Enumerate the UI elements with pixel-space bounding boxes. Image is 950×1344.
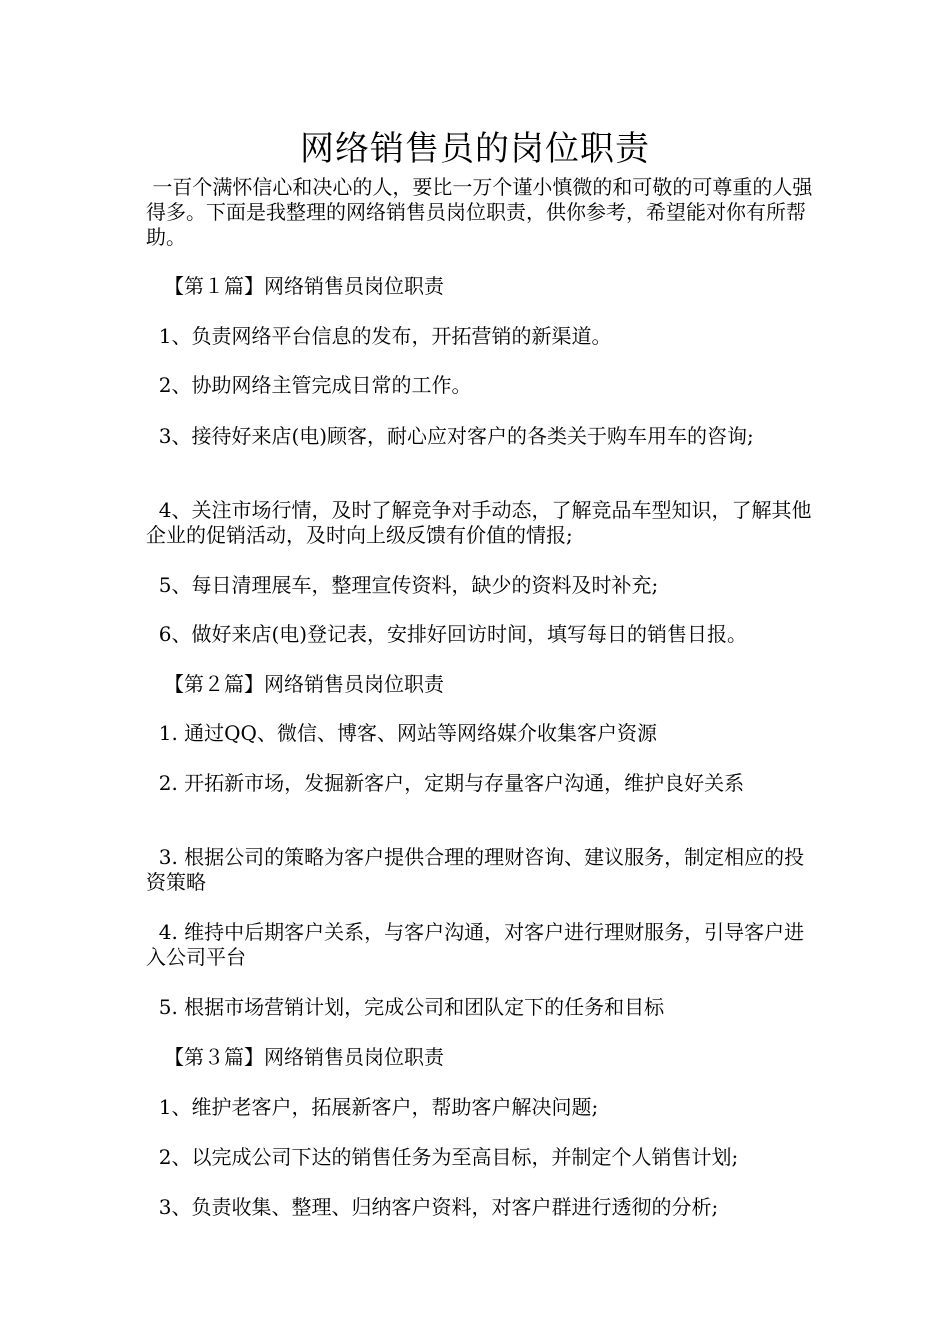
section-1-item-6: 6、做好来店(电)登记表，安排好回访时间，填写每日的销售日报。	[146, 622, 748, 646]
section-2-item-5: 5. 根据市场营销计划，完成公司和团队定下的任务和目标	[146, 995, 665, 1019]
section-3-item-2: 2、以完成公司下达的销售任务为至高目标，并制定个人销售计划;	[146, 1145, 739, 1169]
section-1-item-2: 2、协助网络主管完成日常的工作。	[146, 373, 472, 397]
section-1-item-1: 1、负责网络平台信息的发布，开拓营销的新渠道。	[146, 324, 612, 348]
section-1-heading: 【第１篇】网络销售员岗位职责	[164, 274, 444, 298]
section-2-item-1: 1. 通过QQ、微信、博客、网站等网络媒介收集客户资源	[146, 721, 657, 745]
section-2-item-3: 3. 根据公司的策略为客户提供合理的理财咨询、建议服务，制定相应的投资策略	[146, 845, 805, 894]
section-2-item-4: 4. 维持中后期客户关系，与客户沟通，对客户进行理财服务，引导客户进入公司平台	[146, 920, 805, 969]
page-title: 网络销售员的岗位职责	[300, 129, 650, 169]
section-3-item-1: 1、维护老客户，拓展新客户，帮助客户解决问题;	[146, 1095, 599, 1119]
section-3-item-3: 3、负责收集、整理、归纳客户资料，对客户群进行透彻的分析;	[146, 1195, 719, 1219]
section-3-heading: 【第３篇】网络销售员岗位职责	[164, 1045, 444, 1069]
section-2-item-2: 2. 开拓新市场，发掘新客户，定期与存量客户沟通，维护良好关系	[146, 771, 745, 795]
section-1-item-5: 5、每日清理展车，整理宣传资料，缺少的资料及时补充;	[146, 573, 659, 597]
section-1-item-3: 3、接待好来店(电)顾客，耐心应对客户的各类关于购车用车的咨询;	[146, 424, 754, 448]
intro-paragraph: 一百个满怀信心和决心的人，要比一万个谨小慎微的和可敬的可尊重的人强得多。下面是我整理的网络销售员岗位职责，供你参考，希望能对你有所帮助。	[146, 175, 813, 249]
section-1-item-4: 4、关注市场行情，及时了解竞争对手动态，了解竞品车型知识，了解其他企业的促销活动，及时向上级反馈有价值的情报;	[146, 498, 812, 547]
section-2-heading: 【第２篇】网络销售员岗位职责	[164, 672, 444, 696]
